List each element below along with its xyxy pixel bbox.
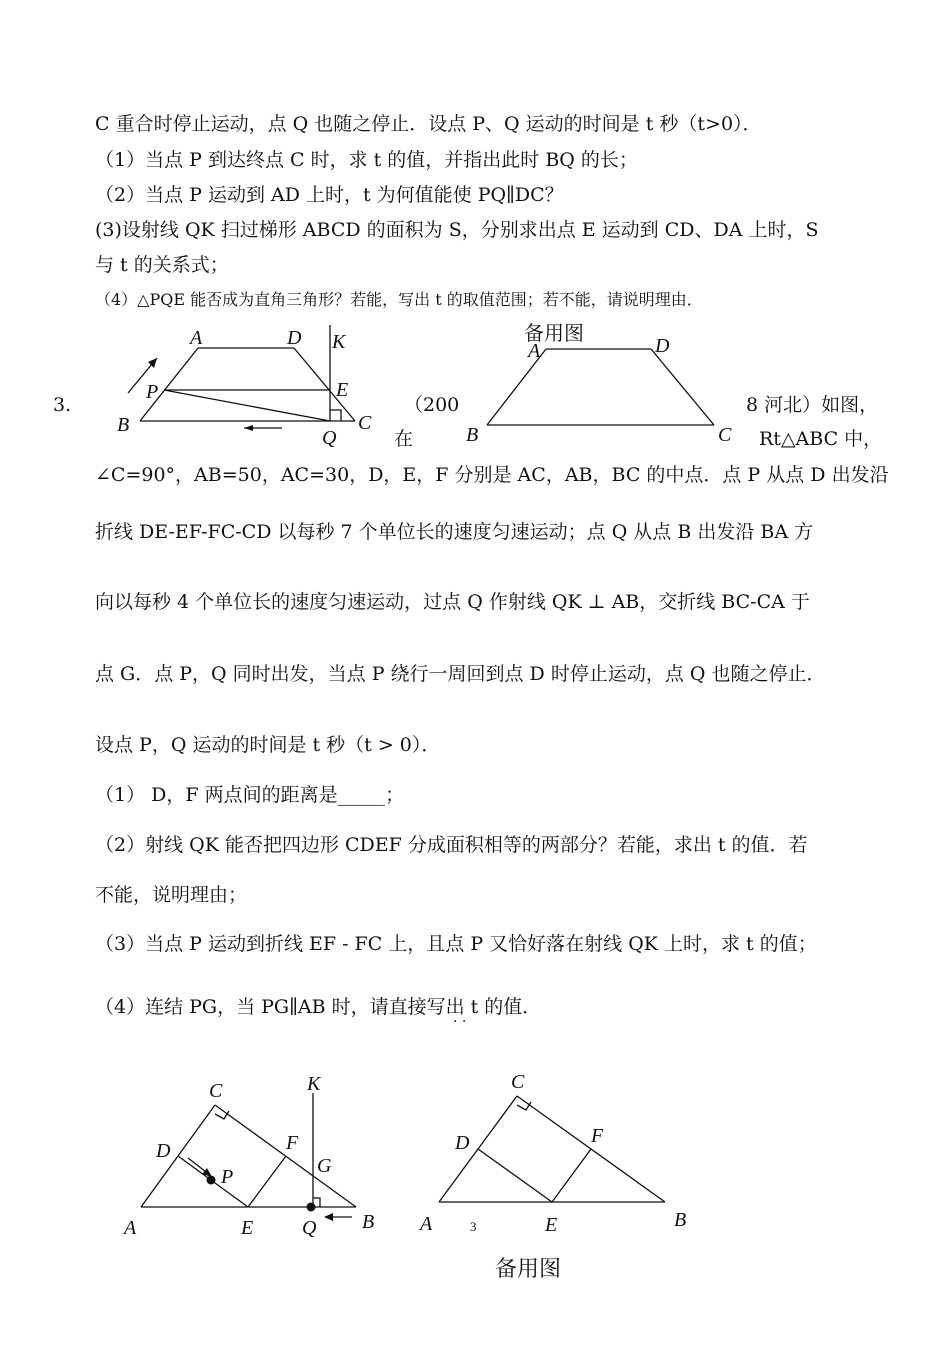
fig2-point-q [307, 1203, 316, 1212]
p2-question-2: （2）当点 P 运动到 AD 上时，t 为何值能使 PQ∥DC？ [95, 184, 564, 206]
fig2-label-c: C [209, 1080, 223, 1102]
fig2-right-angle-c [215, 1111, 229, 1119]
p3-line5: 设点 P，Q 运动的时间是 t 秒（t > 0）． [95, 734, 441, 756]
p3-question-2a: （2）射线 QK 能否把四边形 CDEF 分成面积相等的两部分？若能，求出 t 的值．若 [95, 834, 808, 856]
fig1-label-b: B [117, 414, 130, 436]
fig1b-label-a: A [528, 340, 541, 362]
fig1b-label-c: C [718, 424, 732, 446]
fig2b-segment-ef [552, 1149, 591, 1202]
p2-question-3b: 与 t 的关系式； [95, 254, 229, 276]
fig2-label-d: D [156, 1140, 171, 1162]
p3-intro-a: （200 [404, 394, 460, 416]
fig1-label-a: A [190, 327, 203, 349]
fig2-label-e: E [241, 1217, 254, 1239]
fig2-label-a: A [124, 1217, 137, 1239]
fig2-label-q: Q [302, 1217, 317, 1239]
fig1-label-e: E [336, 379, 349, 401]
p3-intro-d: Rt△ABC 中， [759, 428, 883, 450]
fig1b-label-b: B [466, 424, 479, 446]
fig2-label-g: G [317, 1155, 332, 1177]
fig2b-label-b: B [674, 1209, 687, 1231]
fig2-label-p: P [221, 1166, 234, 1188]
p2-question-4: （4）△PQE 能否成为直角三角形？若能，写出 t 的取值范围；若不能，请说明理由． [95, 290, 703, 309]
fig1-label-c: C [358, 412, 372, 434]
fig2b-caption: 备用图 [495, 1256, 562, 1281]
p2-question-3a: (3)设射线 QK 扫过梯形 ABCD 的面积为 S，分别求出点 E 运动到 CD、DA 上时，S [95, 219, 819, 241]
p3-intro-c: 在 [394, 428, 414, 450]
p3-question-4: （4）连结 PG，当 PG∥AB 时，请直接写出 t 的值． [95, 996, 542, 1018]
p3-line3: 向以每秒 4 个单位长的速度匀速运动，过点 Q 作射线 QK ⊥ AB，交折线 BC-CA 于 [95, 591, 810, 613]
fig1b-label-d: D [655, 335, 670, 357]
fig1-label-d: D [287, 327, 302, 349]
fig2b-label-c: C [511, 1071, 525, 1093]
p3-question-1: （1） D，F 两点间的距离是_____； [95, 784, 405, 806]
fig2-segment-ef [248, 1156, 286, 1207]
fig2-label-k: K [307, 1073, 321, 1095]
p3-question-3: （3）当点 P 运动到折线 EF - FC 上，且点 P 又恰好落在射线 QK 上时，求 t 的值； [95, 933, 817, 955]
fig1-label-k: K [332, 331, 346, 353]
fig2b-label-a: A [420, 1213, 433, 1235]
fig2b-segment-de [478, 1149, 552, 1202]
problem-3-number: 3. [53, 394, 72, 416]
p3-line1: ∠C=90°，AB=50，AC=30，D，E，F 分别是 AC，AB，BC 的中点．点 P 从点 D 出发沿 [95, 464, 889, 486]
fig2b-label-d: D [455, 1132, 470, 1154]
fig2b-right-angle-c [517, 1102, 531, 1110]
page-number: 3 [470, 1219, 477, 1234]
p2-question-1: （1）当点 P 到达终点 C 时，求 t 的值，并指出此时 BQ 的长； [95, 149, 638, 171]
p3-line4: 点 G．点 P，Q 同时出发，当点 P 绕行一周回到点 D 时停止运动，点 Q 也随之停止． [95, 663, 826, 685]
fig2b-label-e: E [545, 1214, 558, 1236]
emphasis-dots: · · [453, 1014, 467, 1030]
fig2-label-b: B [362, 1211, 375, 1233]
fig2-arrowhead-q [324, 1213, 333, 1221]
fig1-label-p: P [146, 381, 159, 403]
fig2b-label-f: F [591, 1125, 604, 1147]
p3-line2: 折线 DE-EF-FC-CD 以每秒 7 个单位长的速度匀速运动；点 Q 从点 B 出发沿 BA 方 [95, 521, 814, 543]
p2-line1: C 重合时停止运动，点 Q 也随之停止．设点 P、Q 运动的时间是 t 秒（t>0）． [95, 113, 762, 135]
fig1b-caption: 备用图 [524, 323, 584, 345]
fig1-label-q: Q [322, 427, 337, 449]
fig2-label-f: F [286, 1132, 299, 1154]
p3-intro-b: 8 河北）如图， [746, 394, 879, 416]
p3-question-2b: 不能，说明理由； [95, 884, 248, 906]
fig2-point-p [207, 1176, 216, 1185]
